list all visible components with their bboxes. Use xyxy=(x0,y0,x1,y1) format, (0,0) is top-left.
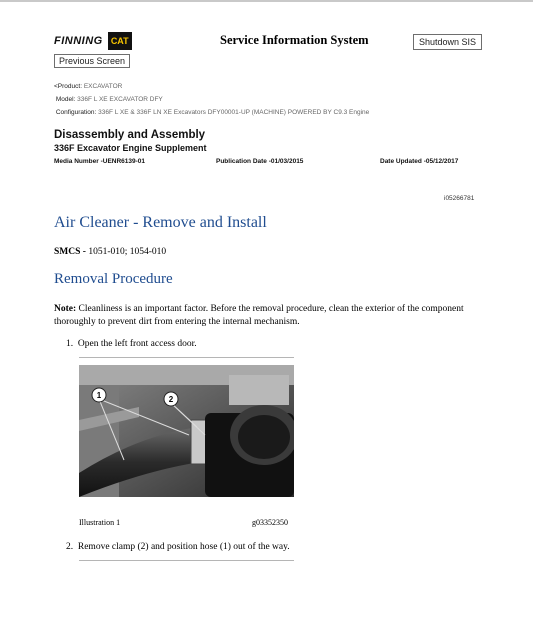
product-line xyxy=(54,83,122,90)
finning-cat-logo xyxy=(54,31,132,51)
configuration-line xyxy=(54,109,369,116)
media-number: Media Number -UENR6139-01 xyxy=(54,158,146,165)
step-text: Remove clamp (2) and position hose (1) out of the way. xyxy=(77,542,290,552)
cat-badge: CAT xyxy=(108,32,132,50)
top-divider xyxy=(0,0,533,2)
page-title: Service Information System xyxy=(220,33,369,47)
smcs-line xyxy=(54,247,166,257)
step-number: 1. xyxy=(66,339,74,349)
note-text: Cleanliness is an important factor. Before the removal procedure, clean the exterior of the component thoroughly to prevent dirt from entering the internal mechanism. xyxy=(54,304,464,327)
procedure-heading: Air Cleaner - Remove and Install xyxy=(54,214,267,231)
step-1 xyxy=(66,339,197,349)
illustration-id: g03352350 xyxy=(252,518,288,527)
callout-1-label: 1 xyxy=(96,391,102,400)
configuration-key: Configuration: xyxy=(55,109,97,116)
step-text: Open the left front access door. xyxy=(77,339,197,349)
document-id: i05266781 xyxy=(444,195,475,202)
illustration-label: Illustration 1 xyxy=(79,518,121,527)
step-2-rule xyxy=(79,560,294,561)
illustration-photo xyxy=(79,365,294,497)
shutdown-sis-button[interactable]: Shutdown SIS xyxy=(413,34,482,50)
step-number: 2. xyxy=(66,542,74,552)
model-key: Model: xyxy=(55,96,76,103)
air-cleaner-photo xyxy=(79,365,294,497)
date-updated: Date Updated -05/12/2017 xyxy=(380,158,459,165)
product-key: <Product: xyxy=(54,83,83,90)
previous-screen-button[interactable]: Previous Screen xyxy=(54,54,130,68)
smcs-codes: 1051-010; 1054-010 xyxy=(88,247,167,257)
illustration-top-rule xyxy=(79,357,294,358)
section-heading: Removal Procedure xyxy=(54,271,173,287)
model-line xyxy=(54,96,163,103)
configuration-value: 336F L XE & 336F LN XE Excavators DFY00001-UP (MACHINE) POWERED BY C9.3 Engine xyxy=(98,109,370,116)
product-value: EXCAVATOR xyxy=(83,83,123,90)
callout-2-label: 2 xyxy=(168,395,174,404)
document-subtitle: 336F Excavator Engine Supplement xyxy=(54,143,207,153)
publication-date: Publication Date -01/03/2015 xyxy=(216,158,304,165)
note-label: Note: xyxy=(54,304,77,314)
finning-wordmark: FINNING xyxy=(54,35,103,47)
step-2 xyxy=(66,542,290,552)
note-paragraph xyxy=(54,303,474,328)
model-value: 336F L XE EXCAVATOR DFY xyxy=(77,96,163,103)
document-title: Disassembly and Assembly xyxy=(54,129,206,141)
smcs-label: SMCS - xyxy=(54,247,89,257)
